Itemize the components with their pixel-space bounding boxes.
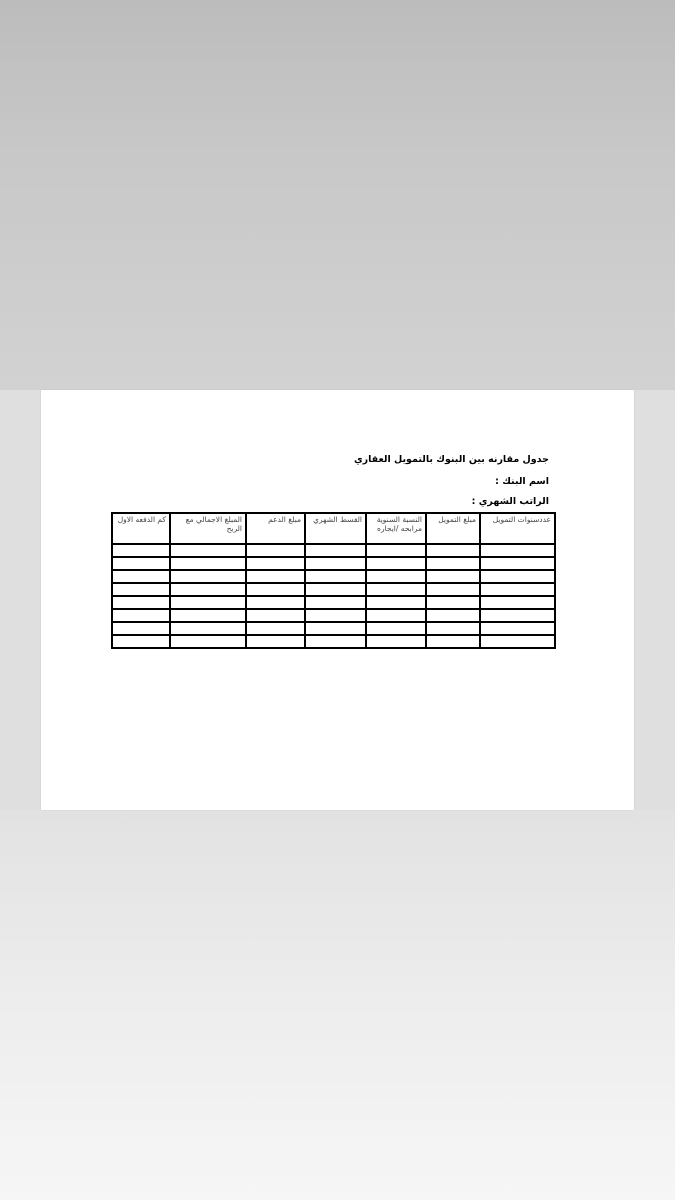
table-cell bbox=[170, 596, 246, 609]
table-cell bbox=[426, 583, 480, 596]
table-cell bbox=[112, 596, 170, 609]
table-cell bbox=[246, 557, 305, 570]
table-cell bbox=[112, 622, 170, 635]
table-row bbox=[112, 570, 555, 583]
table-cell bbox=[305, 544, 366, 557]
table-cell bbox=[305, 583, 366, 596]
table-cell bbox=[480, 622, 555, 635]
table-cell bbox=[112, 635, 170, 648]
table-cell bbox=[112, 583, 170, 596]
header-total-with-profit: المبلغ الاجمالي مع الربح bbox=[170, 513, 246, 544]
header-monthly-installment: القسط الشهري bbox=[305, 513, 366, 544]
table-cell bbox=[246, 544, 305, 557]
table-cell bbox=[366, 544, 426, 557]
table-header-row bbox=[112, 513, 555, 544]
table-cell bbox=[366, 570, 426, 583]
table-row bbox=[112, 622, 555, 635]
table-cell bbox=[246, 635, 305, 648]
table-body bbox=[112, 544, 555, 648]
table-cell bbox=[170, 570, 246, 583]
table-cell bbox=[366, 557, 426, 570]
table-cell bbox=[426, 622, 480, 635]
table-cell bbox=[366, 609, 426, 622]
document-title: جدول مقارنه بين البنوك بالتمويل العقاري bbox=[353, 454, 549, 465]
header-support-amount: مبلغ الدعم bbox=[246, 513, 305, 544]
header-financing-amount: مبلغ التمويل bbox=[426, 513, 480, 544]
table-cell bbox=[480, 557, 555, 570]
table-cell bbox=[246, 622, 305, 635]
table-row bbox=[112, 544, 555, 557]
table-cell bbox=[246, 596, 305, 609]
table-cell bbox=[170, 635, 246, 648]
comparison-table bbox=[111, 512, 556, 649]
table-cell bbox=[170, 583, 246, 596]
table-row bbox=[112, 635, 555, 648]
table-cell bbox=[112, 570, 170, 583]
table-cell bbox=[426, 635, 480, 648]
background-bottom bbox=[0, 810, 675, 1200]
table-cell bbox=[366, 622, 426, 635]
document-page bbox=[41, 390, 634, 810]
table-row bbox=[112, 557, 555, 570]
header-financing-years: عددسنوات التمويل bbox=[480, 513, 555, 544]
table-cell bbox=[305, 570, 366, 583]
header-annual-rate: النسبة السنوية مرابحه /ايجاره bbox=[366, 513, 426, 544]
table-cell bbox=[366, 596, 426, 609]
table-cell bbox=[480, 583, 555, 596]
table-cell bbox=[366, 635, 426, 648]
table-cell bbox=[112, 609, 170, 622]
table-cell bbox=[426, 570, 480, 583]
table-cell bbox=[112, 557, 170, 570]
bank-name-label: اسم البنك : bbox=[495, 476, 549, 487]
table-cell bbox=[246, 570, 305, 583]
table-cell bbox=[305, 557, 366, 570]
table-cell bbox=[305, 622, 366, 635]
header-first-payment: كم الدفعه الاول bbox=[112, 513, 170, 544]
table-row bbox=[112, 596, 555, 609]
table-cell bbox=[305, 596, 366, 609]
table-cell bbox=[480, 544, 555, 557]
table-cell bbox=[112, 544, 170, 557]
background-top bbox=[0, 0, 675, 390]
table-cell bbox=[426, 544, 480, 557]
table-cell bbox=[246, 609, 305, 622]
table-cell bbox=[170, 557, 246, 570]
table-cell bbox=[426, 596, 480, 609]
table-cell bbox=[426, 557, 480, 570]
table-cell bbox=[305, 635, 366, 648]
table-row bbox=[112, 609, 555, 622]
table-cell bbox=[305, 609, 366, 622]
table-cell bbox=[170, 544, 246, 557]
table-cell bbox=[170, 622, 246, 635]
table-row bbox=[112, 583, 555, 596]
table-cell bbox=[480, 609, 555, 622]
table-cell bbox=[246, 583, 305, 596]
table-cell bbox=[426, 609, 480, 622]
table-cell bbox=[366, 583, 426, 596]
table-cell bbox=[480, 635, 555, 648]
monthly-salary-label: الراتب الشهري : bbox=[471, 496, 549, 507]
table-cell bbox=[480, 596, 555, 609]
table-cell bbox=[170, 609, 246, 622]
table-cell bbox=[480, 570, 555, 583]
